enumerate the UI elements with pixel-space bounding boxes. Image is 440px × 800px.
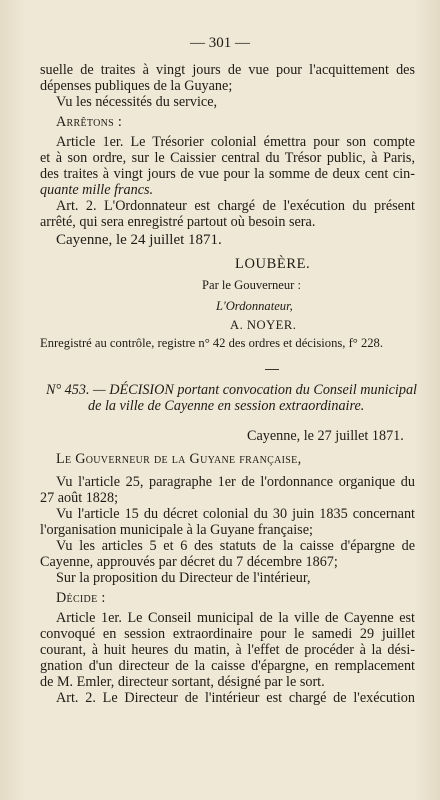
arretons-heading: Arrêtons : bbox=[56, 114, 123, 130]
text-line: suelle de traites à vingt jours de vue pour l'acquittement des bbox=[40, 62, 415, 78]
text-line: Article 1er. Le Trésorier colonial émettra pour son compte bbox=[56, 134, 415, 150]
text-line: convoqué en session extraordinaire pour le samedi 29 juillet bbox=[40, 626, 415, 642]
registration-note: Enregistré au contrôle, registre n° 42 des ordres et décisions, f° 228. bbox=[40, 336, 384, 350]
text-line: des traites à vingt jours de vue pour la somme de deux cent cin- bbox=[40, 166, 415, 182]
signatory-name: LOUBÈRE. bbox=[235, 256, 311, 272]
governor-line: Le Gouverneur de la Guyane française, bbox=[56, 451, 302, 467]
text-line: quante mille francs. bbox=[40, 182, 154, 198]
decide-heading: Décide : bbox=[56, 590, 106, 606]
text-line: Vu les nécessités du service, bbox=[56, 94, 218, 110]
text-line: Art. 2. L'Ordonnateur est chargé de l'exécution du présent bbox=[56, 198, 415, 214]
text-line: courant, à huit heures du matin, à l'effet de procéder à la dési- bbox=[40, 642, 415, 658]
text-line: Vu les articles 5 et 6 des statuts de la caisse d'épargne de bbox=[56, 538, 415, 554]
text-line: arrêté, qui sera enregistré partout où besoin sera. bbox=[40, 214, 316, 230]
ordonnateur-name: A. NOYER. bbox=[230, 318, 297, 332]
by-governor: Par le Gouverneur : bbox=[202, 278, 301, 292]
text-line: et à son ordre, sur le Caissier central du Trésor public, à Paris, bbox=[40, 150, 415, 166]
text-line: dépenses publiques de la Guyane; bbox=[40, 78, 233, 94]
text-line: Vu l'article 15 du décret colonial du 30 juin 1835 concernant bbox=[56, 506, 415, 522]
decision-date: Cayenne, le 27 juillet 1871. bbox=[247, 428, 404, 444]
text-line: 27 août 1828; bbox=[40, 490, 119, 506]
arrete-date: Cayenne, le 24 juillet 1871. bbox=[56, 232, 222, 248]
text-line: Sur la proposition du Directeur de l'intérieur, bbox=[56, 570, 311, 586]
page-number: — 301 — bbox=[190, 35, 250, 51]
text-line: de M. Emler, directeur sortant, désigné par le sort. bbox=[40, 674, 325, 690]
text-line: Article 1er. Le Conseil municipal de la ville de Cayenne est bbox=[56, 610, 415, 626]
section-divider bbox=[265, 369, 279, 370]
decision-number: N° 453. — DÉCISION portant convocation du Conseil municipal bbox=[46, 382, 417, 398]
text-line: l'organisation municipale à la Guyane française; bbox=[40, 522, 313, 538]
ordonnateur-title: L'Ordonnateur, bbox=[216, 299, 293, 313]
text-line: Cayenne, approuvés par décret du 7 décembre 1867; bbox=[40, 554, 338, 570]
text-line: Vu l'article 25, paragraphe 1er de l'ordonnance organique du bbox=[56, 474, 415, 490]
decision-title: de la ville de Cayenne en session extraordinaire. bbox=[88, 398, 365, 414]
text-line: gnation d'un directeur de la caisse d'épargne, en remplacement bbox=[40, 658, 415, 674]
text-line: Art. 2. Le Directeur de l'intérieur est chargé de l'exécution bbox=[56, 690, 415, 706]
